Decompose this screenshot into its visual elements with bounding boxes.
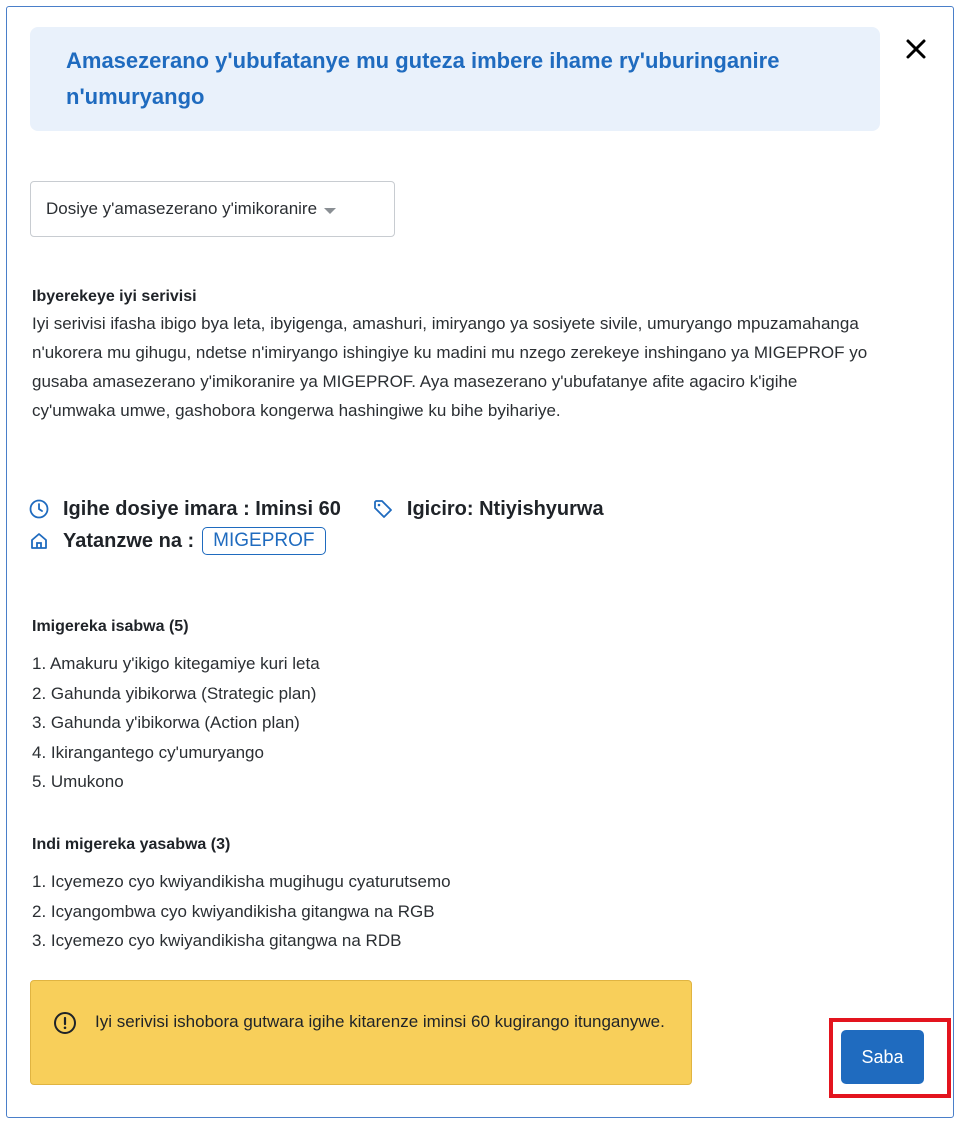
close-button[interactable] xyxy=(900,33,932,65)
required-documents xyxy=(32,615,732,797)
warning-text: Iyi serivisi ishobora gutwara igihe kitarenze iminsi 60 kugirango itunganywe. xyxy=(95,1012,665,1031)
about-text: Iyi serivisi ifasha ibigo bya leta, ibyigenga, amashuri, imiryango ya sosiyete sivile, umuryango mpuzamahanga n'ukorera mu gihugu, ndetse n'imiryango ishingiye ku madini mu nzego zerekeye inshingano ya MIGEPROF yo gusaba amasezerano y'imikoranire ya MIGEPROF. Aya masezerano y'ubufatanye afite agaciro k'igihe cy'umwaka umwe, gashobora kongerwa hashingiwe ku bihe byihariye. xyxy=(32,314,868,420)
provider-label: Yatanzwe na : xyxy=(63,529,195,552)
chevron-down-icon xyxy=(324,208,336,214)
list-item: 3. Gahunda y'ibikorwa (Action plan) xyxy=(32,713,300,732)
list-item: 1. Amakuru y'ikigo kitegamiye kuri leta xyxy=(32,654,320,673)
list-item: 4. Ikirangantego cy'umuryango xyxy=(32,742,264,762)
service-meta xyxy=(29,493,829,557)
home-icon xyxy=(29,531,49,551)
warning-alert xyxy=(30,980,692,1085)
list-item: 2. Icyangombwa cyo kwiyandikisha gitangwa na RGB xyxy=(32,901,435,921)
service-price: Igiciro: Ntiyishyurwa xyxy=(406,497,604,520)
clock-icon xyxy=(29,499,49,519)
provider-badge[interactable]: MIGEPROF xyxy=(202,527,325,555)
about-heading: Ibyerekeye iyi serivisi xyxy=(32,288,197,305)
alert-circle-icon xyxy=(53,1011,77,1035)
modal-header xyxy=(30,27,880,131)
about-section xyxy=(32,285,882,425)
meta-row-provider xyxy=(29,525,829,557)
processing-time: Igihe dosiye imara : Iminsi 60 xyxy=(63,497,341,520)
optional-documents xyxy=(32,833,732,956)
list-item: 3. Icyemezo cyo kwiyandikisha gitangwa na RDB xyxy=(32,931,402,950)
close-icon xyxy=(905,38,927,60)
submit-button[interactable]: Saba xyxy=(841,1030,924,1084)
tag-icon xyxy=(373,499,393,519)
required-documents-heading: Imigereka isabwa (5) xyxy=(32,618,189,635)
optional-documents-heading: Indi migereka yasabwa (3) xyxy=(32,836,231,853)
page-title: Amasezerano y'ubufatanye mu guteza imbere ihame ry'uburinganire n'umuryango xyxy=(66,48,780,109)
list-item: 1. Icyemezo cyo kwiyandikisha mugihugu cyaturutsemo xyxy=(32,872,451,891)
document-type-select-value: Dosiye y'amasezerano y'imikoranire xyxy=(46,199,318,218)
document-type-select[interactable] xyxy=(30,181,395,237)
list-item: 5. Umukono xyxy=(32,772,124,791)
list-item: 2. Gahunda yibikorwa (Strategic plan) xyxy=(32,683,317,703)
service-modal xyxy=(6,6,954,1118)
meta-row-time-price xyxy=(29,493,829,525)
